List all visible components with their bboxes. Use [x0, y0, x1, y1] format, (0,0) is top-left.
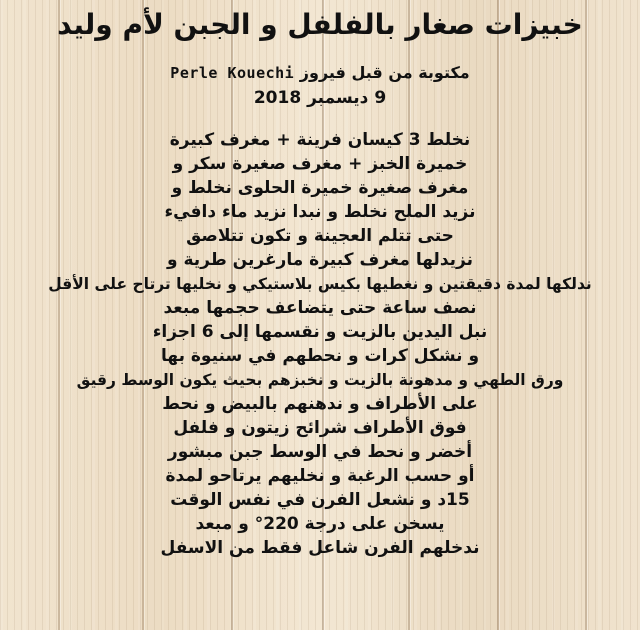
recipe-line: نصف ساعة حتى يتضاعف حجمها مبعد — [163, 298, 477, 318]
recipe-line: نزيد الملح نخلط و نبدا نزيد ماء دافيء — [164, 202, 476, 222]
recipe-line: ورق الطهي و مدهونة بالزيت و نخبزهم بحيث يكون الوسط رقيق — [76, 371, 564, 389]
byline-prefix: مكتوبة من قبل فيروز — [299, 63, 470, 82]
recipe-line: حتى تتلم العجينة و تكون تتلاصق — [186, 226, 454, 246]
recipe-date: 9 ديسمبر 2018 — [253, 88, 387, 108]
recipe-line: 15د و نشعل الفرن في نفس الوقت — [170, 490, 470, 510]
recipe-line: أو حسب الرغبة و نخليهم يرتاحو لمدة — [165, 466, 475, 486]
recipe-line: مغرف صغيرة خميرة الحلوى نخلط و — [171, 178, 469, 198]
author-name: Perle Kouechi — [170, 64, 295, 82]
recipe-line: أخضر و نحط في الوسط جبن مبشور — [167, 442, 473, 462]
recipe-byline — [0, 62, 640, 84]
recipe-line: خميرة الخبز + مغرف صغيرة سكر و — [172, 154, 468, 174]
recipe-line: نبل اليدين بالزيت و نقسمها إلى 6 اجزاء — [152, 322, 488, 342]
recipe-line: نزيدلها مغرف كبيرة مارغرين طرية و — [167, 250, 473, 270]
recipe-steps — [0, 128, 640, 560]
recipe-line: على الأطراف و ندهنهم بالبيض و نحط — [162, 394, 478, 414]
recipe-line: ندخلهم الفرن شاعل فقط من الاسفل — [160, 538, 480, 558]
recipe-line: فوق الأطراف شرائح زيتون و فلفل — [173, 418, 467, 438]
recipe-line: و نشكل كرات و نحطهم في سنيوة بها — [160, 346, 480, 366]
recipe-line: ندلكها لمدة دقيقتين و نغطيها بكيس بلاستيكي و نخليها ترتاح على الأقل — [48, 275, 592, 293]
recipe-title: خبيزات صغار بالفلفل و الجبن لأم وليد — [57, 8, 583, 41]
recipe-line: نخلط 3 كيسان فرينة + مغرف كبيرة — [169, 130, 471, 150]
recipe-line: يسخن على درجة 220° و مبعد — [195, 514, 445, 534]
